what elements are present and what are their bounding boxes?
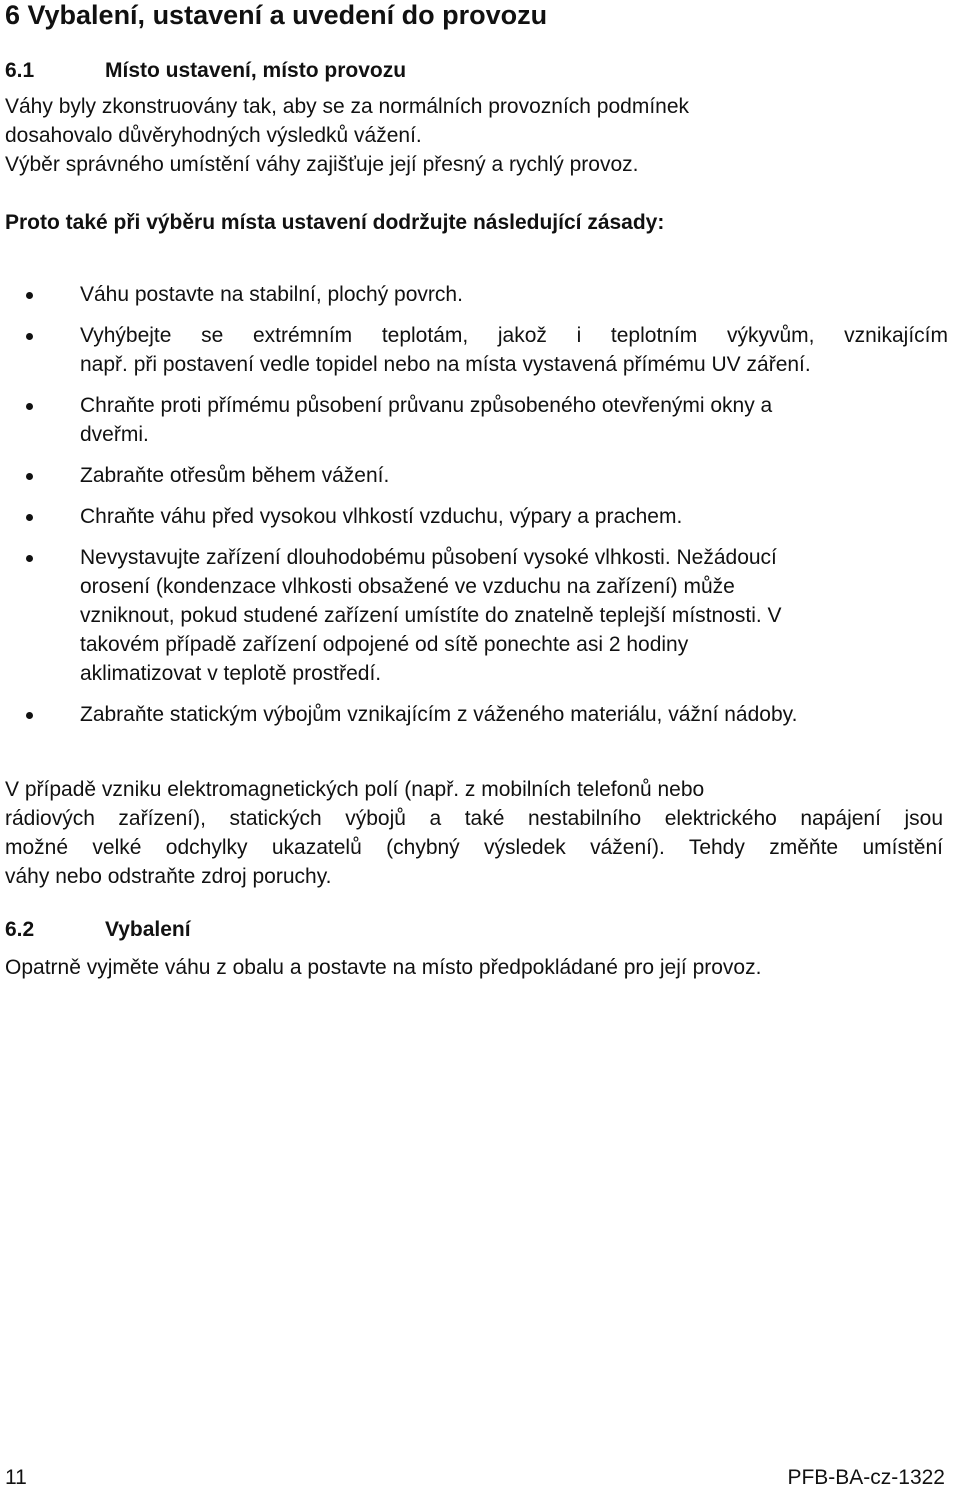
emc-paragraph <box>5 775 943 891</box>
section-heading-6-2 <box>5 917 191 943</box>
placement-rules-list <box>0 280 960 741</box>
section-heading-6-1 <box>5 58 406 84</box>
emc-line: váhy nebo odstraňte zdroj poruchy. <box>5 865 332 888</box>
bullet-icon <box>26 473 33 480</box>
intro-paragraph <box>5 92 955 179</box>
list-item-text: např. při postavení vedle topidel nebo na místa vystavená přímému UV záření. <box>80 353 811 376</box>
list-item <box>0 280 960 309</box>
section-title: Místo ustavení, místo provozu <box>105 59 407 82</box>
section-number: 6.1 <box>5 59 35 82</box>
list-item-text: Zabraňte otřesům během vážení. <box>80 464 390 487</box>
list-item-text: Váhu postavte na stabilní, plochý povrch. <box>80 283 463 306</box>
rules-lead-text: Proto také při výběru místa ustavení dodržujte následující zásady: <box>5 211 665 234</box>
emc-line: rádiových zařízení), statických výbojů a také nestabilního elektrického napájení jsou <box>5 807 943 830</box>
document-code: PFB-BA-cz-1322 <box>787 1466 945 1489</box>
unpacking-paragraph: Opatrně vyjměte váhu z obalu a postavte na místo předpokládané pro její provoz. <box>5 956 762 979</box>
chapter-title: 6 Vybalení, ustavení a uvedení do provozu <box>5 0 548 30</box>
bullet-icon <box>26 514 33 521</box>
list-item-text: Vyhýbejte se extrémním teplotám, jakož i teplotním výkyvům, vznikajícím <box>80 324 948 347</box>
list-item <box>0 461 960 490</box>
list-item <box>0 321 960 379</box>
list-item-text: Nevystavujte zařízení dlouhodobému působení vysoké vlhkosti. Nežádoucí <box>80 546 777 569</box>
list-item-text: Zabraňte statickým výbojům vznikajícím z váženého materiálu, vážní nádoby. <box>80 703 798 726</box>
intro-line: Výběr správného umístění váhy zajišťuje její přesný a rychlý provoz. <box>5 153 639 176</box>
bullet-icon <box>26 333 33 340</box>
list-item <box>0 502 960 531</box>
list-item-text: vzniknout, pokud studené zařízení umístíte do znatelně teplejší místnosti. V <box>80 604 782 627</box>
page-number: 11 <box>5 1466 27 1489</box>
bullet-icon <box>26 712 33 719</box>
list-item <box>0 700 960 729</box>
intro-line: Váhy byly zkonstruovány tak, aby se za normálních provozních podmínek <box>5 95 690 118</box>
list-item-text: orosení (kondenzace vlhkosti obsažené ve vzduchu na zařízení) může <box>80 575 735 598</box>
list-item-text: takovém případě zařízení odpojené od sítě ponechte asi 2 hodiny <box>80 633 689 656</box>
list-item-text: Chraňte váhu před vysokou vlhkostí vzduchu, výpary a prachem. <box>80 505 683 528</box>
list-item-text: Chraňte proti přímému působení průvanu způsobeného otevřenými okny a <box>80 394 773 417</box>
bullet-icon <box>26 555 33 562</box>
bullet-icon <box>26 292 33 299</box>
list-item <box>0 391 960 449</box>
bullet-icon <box>26 403 33 410</box>
emc-line: možné velké odchylky ukazatelů (chybný výsledek vážení). Tehdy změňte umístění <box>5 836 943 859</box>
emc-line: V případě vzniku elektromagnetických polí (např. z mobilních telefonů nebo <box>5 778 705 801</box>
intro-line: dosahovalo důvěryhodných výsledků vážení. <box>5 124 422 147</box>
section-title: Vybalení <box>105 918 191 941</box>
section-number: 6.2 <box>5 918 35 941</box>
list-item-text: aklimatizovat v teplotě prostředí. <box>80 662 382 685</box>
list-item-text: dveřmi. <box>80 423 149 446</box>
list-item <box>0 543 960 688</box>
